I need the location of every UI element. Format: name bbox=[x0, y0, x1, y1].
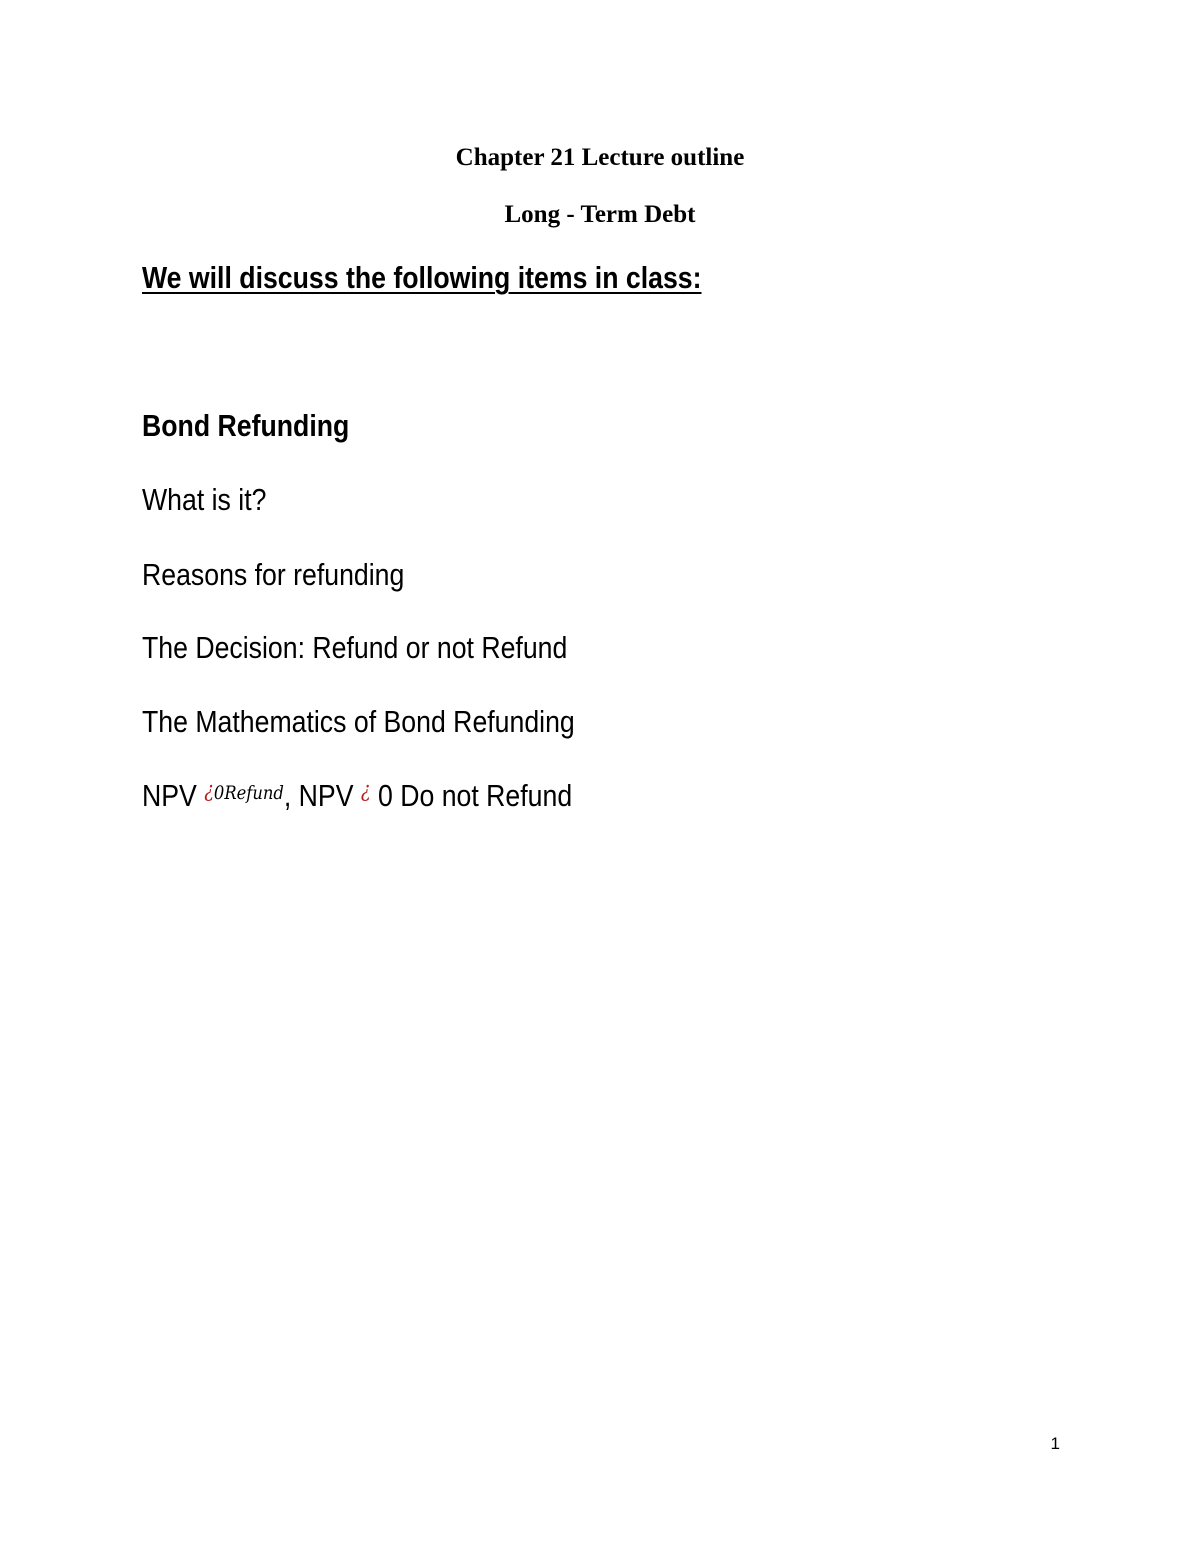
formula-separator: , NPV bbox=[283, 778, 361, 813]
document-subtitle: Long - Term Debt bbox=[504, 201, 696, 228]
npv-formula bbox=[142, 777, 572, 819]
formula-result: Refund bbox=[224, 782, 284, 804]
formula-value: 0 bbox=[213, 782, 225, 804]
list-item: The Mathematics of Bond Refunding bbox=[142, 704, 575, 739]
document-title: Chapter 21 Lecture outline bbox=[455, 144, 745, 171]
list-item: Reasons for refunding bbox=[142, 557, 405, 592]
page-number: 1 bbox=[1050, 1434, 1060, 1453]
list-item: The Decision: Refund or not Refund bbox=[142, 630, 568, 665]
npv-label: NPV bbox=[142, 778, 205, 813]
formula-symbol: ¿ bbox=[360, 778, 371, 802]
formula-symbol: ¿ bbox=[204, 778, 214, 802]
section-heading: Bond Refunding bbox=[142, 408, 350, 443]
intro-heading: We will discuss the following items in class: bbox=[142, 260, 702, 295]
formula-tail: 0 Do not Refund bbox=[370, 778, 573, 813]
list-item: What is it? bbox=[142, 482, 267, 517]
